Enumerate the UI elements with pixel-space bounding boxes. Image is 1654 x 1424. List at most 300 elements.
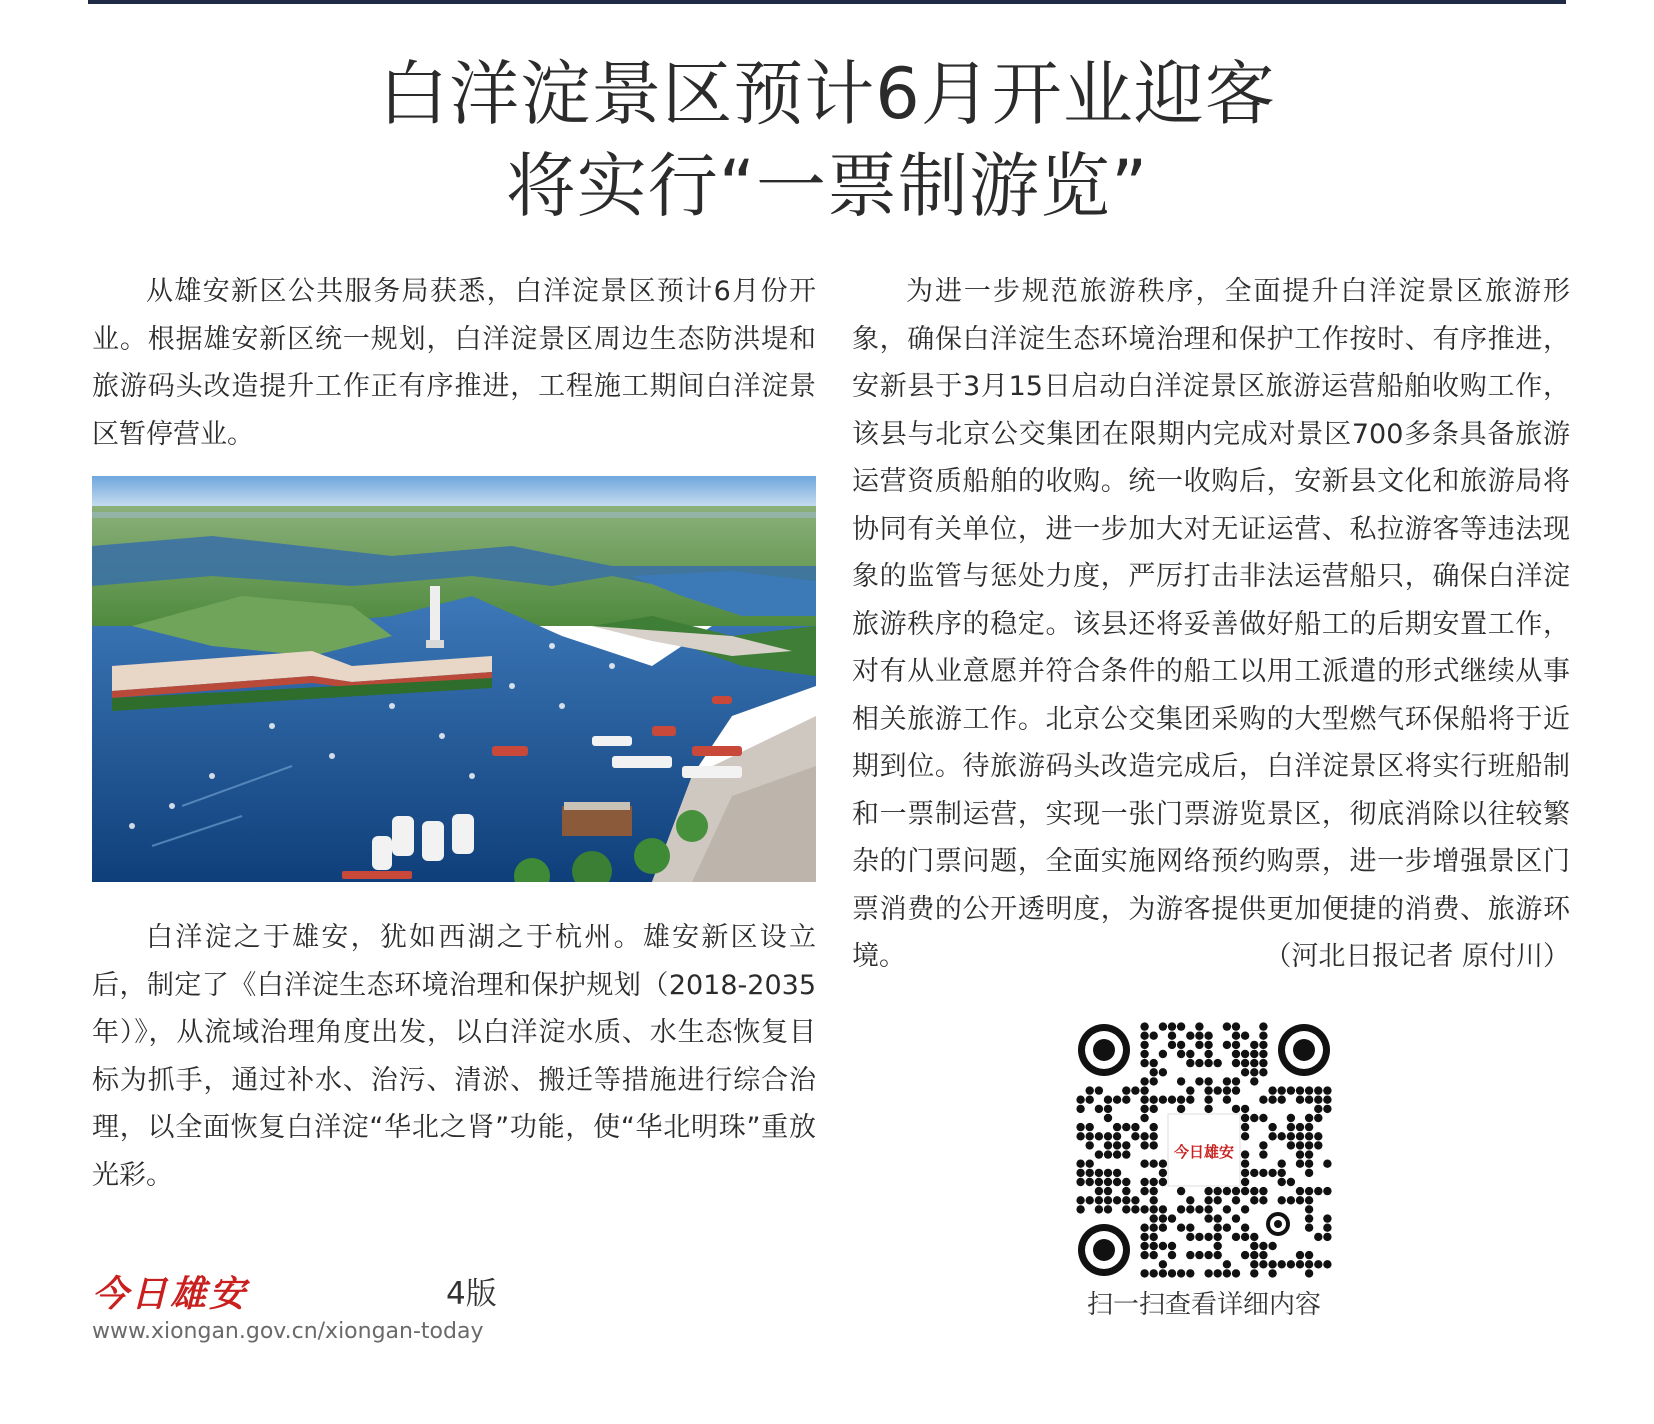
qr-module: [1086, 1141, 1094, 1149]
qr-module: [1168, 1096, 1176, 1104]
qr-module: [1268, 1169, 1276, 1177]
qr-module: [1305, 1251, 1313, 1259]
qr-module: [1223, 1224, 1231, 1232]
qr-module: [1186, 1059, 1194, 1067]
qr-module: [1305, 1169, 1313, 1177]
qr-module: [1305, 1269, 1313, 1277]
qr-module: [1150, 1032, 1158, 1040]
qr-module: [1131, 1086, 1139, 1094]
qr-module: [1095, 1196, 1103, 1204]
qr-module: [1241, 1114, 1249, 1122]
qr-module: [1113, 1141, 1121, 1149]
qr-module: [1278, 1132, 1286, 1140]
qr-module: [1287, 1132, 1295, 1140]
qr-module: [1076, 1123, 1084, 1131]
qr-module: [1140, 1233, 1148, 1241]
qr-module: [1204, 1251, 1212, 1259]
qr-module: [1232, 1050, 1240, 1058]
qr-module: [1104, 1178, 1112, 1186]
qr-module: [1186, 1196, 1194, 1204]
qr-module: [1241, 1251, 1249, 1259]
qr-module: [1076, 1096, 1084, 1104]
qr-module: [1259, 1032, 1267, 1040]
qr-module: [1259, 1022, 1267, 1030]
qr-module: [1259, 1150, 1267, 1158]
qr-module: [1287, 1178, 1295, 1186]
qr-module: [1259, 1260, 1267, 1268]
qr-module: [1241, 1050, 1249, 1058]
qr-module: [1268, 1096, 1276, 1104]
qr-module: [1250, 1251, 1258, 1259]
qr-module: [1214, 1214, 1222, 1222]
qr-module: [1323, 1224, 1331, 1232]
qr-finder-top-right: [1278, 1024, 1330, 1076]
qr-module: [1259, 1251, 1267, 1259]
qr-module: [1150, 1141, 1158, 1149]
qr-module: [1296, 1251, 1304, 1259]
qr-module: [1159, 1178, 1167, 1186]
qr-module: [1177, 1105, 1185, 1113]
qr-module: [1140, 1251, 1148, 1259]
qr-module: [1278, 1178, 1286, 1186]
qr-module: [1168, 1022, 1176, 1030]
edition-label: 4版: [446, 1276, 497, 1312]
qr-module: [1186, 1096, 1194, 1104]
qr-module: [1278, 1169, 1286, 1177]
qr-module: [1104, 1169, 1112, 1177]
qr-module: [1250, 1077, 1258, 1085]
qr-module: [1186, 1032, 1194, 1040]
qr-module: [1104, 1114, 1112, 1122]
qr-module: [1168, 1269, 1176, 1277]
qr-module: [1296, 1187, 1304, 1195]
qr-module: [1241, 1169, 1249, 1177]
qr-module: [1095, 1132, 1103, 1140]
qr-module: [1278, 1096, 1286, 1104]
article-left-top: [92, 268, 816, 458]
qr-module: [1223, 1187, 1231, 1195]
qr-module: [1076, 1169, 1084, 1177]
qr-module: [1113, 1178, 1121, 1186]
qr-module: [1287, 1086, 1295, 1094]
byline: （河北日报记者 原付川）: [1264, 941, 1570, 972]
qr-module: [1204, 1086, 1212, 1094]
qr-module: [1223, 1260, 1231, 1268]
qr-module: [1140, 1178, 1148, 1186]
qr-alignment: [1266, 1212, 1290, 1236]
qr-module: [1314, 1260, 1322, 1268]
qr-module: [1323, 1086, 1331, 1094]
qr-module: [1223, 1041, 1231, 1049]
qr-module: [1214, 1251, 1222, 1259]
qr-module: [1159, 1022, 1167, 1030]
qr-module: [1214, 1086, 1222, 1094]
qr-module: [1305, 1196, 1313, 1204]
qr-module: [1223, 1022, 1231, 1030]
qr-module: [1140, 1022, 1148, 1030]
qr-module: [1305, 1214, 1313, 1222]
article-paragraph-text: 为进一步规范旅游秩序，全面提升白洋淀景区旅游形象，确保白洋淀生态环境治理和保护工作按时、有序推进，安新县于3月15日启动白洋淀景区旅游运营船舶收购工作，该县与北京公交集团在限期内完成对景区700多条具备旅游运营资质船舶的收购。统一收购后，安新县文化和旅游局将协同有关单位，进一步加大对无证运营、私拉游客等违法现象的监管与惩处力度，严厉打击非法运营船只，确保白洋淀旅游秩序的稳定。该县还将妥善做好船工的后期安置工作，对有从业意愿并符合条件的船工以用工派遣的形式继续从事相关旅游工作。北京公交集团采购的大型燃气环保船将于近期到位。待旅游码头改造完成后，白洋淀景区将实行班船制和一票制运营，实现一张门票游览景区，彻底消除以往较繁杂的门票问题，全面实施网络预约购票，进一步增强景区门票消费的公开透明度，为游客提供更加便捷的消费、旅游环境。: [852, 276, 1570, 972]
qr-module: [1140, 1086, 1148, 1094]
qr-module: [1140, 1077, 1148, 1085]
qr-module: [1168, 1251, 1176, 1259]
qr-module: [1186, 1224, 1194, 1232]
qr-module: [1095, 1150, 1103, 1158]
qr-module: [1159, 1160, 1167, 1168]
qr-module: [1086, 1132, 1094, 1140]
headline-line-1: 白洋淀景区预计6月开业迎客: [378, 53, 1276, 135]
qr-module: [1204, 1041, 1212, 1049]
qr-module: [1305, 1224, 1313, 1232]
qr-module: [1150, 1187, 1158, 1195]
qr-module: [1250, 1059, 1258, 1067]
qr-module: [1241, 1178, 1249, 1186]
qr-module: [1259, 1041, 1267, 1049]
qr-module: [1104, 1096, 1112, 1104]
qr-module: [1131, 1205, 1139, 1213]
qr-module: [1232, 1214, 1240, 1222]
headline: [0, 48, 1654, 232]
qr-module: [1305, 1150, 1313, 1158]
qr-module: [1104, 1132, 1112, 1140]
qr-module: [1250, 1068, 1258, 1076]
qr-module: [1241, 1187, 1249, 1195]
qr-module: [1204, 1105, 1212, 1113]
qr-module: [1232, 1187, 1240, 1195]
qr-module: [1140, 1096, 1148, 1104]
qr-module: [1168, 1032, 1176, 1040]
qr-module: [1140, 1041, 1148, 1049]
qr-module: [1278, 1196, 1286, 1204]
qr-module: [1214, 1187, 1222, 1195]
qr-module: [1296, 1123, 1304, 1131]
qr-module: [1268, 1242, 1276, 1250]
qr-module: [1241, 1150, 1249, 1158]
qr-module: [1296, 1150, 1304, 1158]
qr-module: [1104, 1150, 1112, 1158]
qr-module: [1323, 1105, 1331, 1113]
qr-module: [1259, 1242, 1267, 1250]
qr-module: [1150, 1196, 1158, 1204]
qr-module: [1113, 1132, 1121, 1140]
qr-module: [1296, 1260, 1304, 1268]
qr-module: [1241, 1032, 1249, 1040]
qr-module: [1140, 1141, 1148, 1149]
qr-module: [1250, 1260, 1258, 1268]
qr-module: [1287, 1114, 1295, 1122]
qr-module: [1223, 1096, 1231, 1104]
qr-module: [1323, 1160, 1331, 1168]
qr-module: [1278, 1086, 1286, 1094]
article-paragraph: 白洋淀之于雄安，犹如西湖之于杭州。雄安新区设立后，制定了《白洋淀生态环境治理和保护规划（2018-2035年）》，从流域治理角度出发，以白洋淀水质、水生态恢复目标为抓手，通过补水、治污、清淤、搬迁等措施进行综合治理，以全面恢复白洋淀“华北之肾”功能，使“华北明珠”重放光彩。: [92, 922, 816, 1191]
qr-module: [1131, 1132, 1139, 1140]
qr-module: [1113, 1150, 1121, 1158]
qr-module: [1204, 1187, 1212, 1195]
qr-module: [1095, 1187, 1103, 1195]
qr-module: [1095, 1086, 1103, 1094]
qr-module: [1086, 1160, 1094, 1168]
qr-module: [1250, 1169, 1258, 1177]
qr-module: [1241, 1059, 1249, 1067]
qr-module: [1214, 1224, 1222, 1232]
qr-module: [1076, 1132, 1084, 1140]
qr-module: [1095, 1105, 1103, 1113]
qr-module: [1104, 1196, 1112, 1204]
qr-finder-top-left: [1078, 1024, 1130, 1076]
qr-module: [1140, 1105, 1148, 1113]
qr-module: [1241, 1160, 1249, 1168]
qr-module: [1159, 1269, 1167, 1277]
qr-module: [1259, 1059, 1267, 1067]
qr-module: [1250, 1187, 1258, 1195]
qr-module: [1195, 1022, 1203, 1030]
qr-module: [1204, 1077, 1212, 1085]
qr-finder-bottom-left: [1078, 1224, 1130, 1276]
article-right: [852, 268, 1570, 981]
qr-module: [1150, 1132, 1158, 1140]
qr-module: [1287, 1123, 1295, 1131]
qr-module: [1177, 1022, 1185, 1030]
qr-module: [1159, 1050, 1167, 1058]
qr-module: [1159, 1096, 1167, 1104]
qr-module: [1177, 1205, 1185, 1213]
qr-module: [1250, 1041, 1258, 1049]
qr-module: [1268, 1260, 1276, 1268]
article-left-bottom: [92, 914, 816, 1199]
qr-module: [1140, 1059, 1148, 1067]
qr-module: [1268, 1086, 1276, 1094]
qr-module: [1095, 1169, 1103, 1177]
qr-module: [1232, 1105, 1240, 1113]
qr-module: [1150, 1077, 1158, 1085]
qr-module: [1268, 1132, 1276, 1140]
qr-module: [1159, 1205, 1167, 1213]
qr-module: [1204, 1032, 1212, 1040]
qr-module: [1113, 1123, 1121, 1131]
qr-module: [1095, 1205, 1103, 1213]
qr-module: [1314, 1096, 1322, 1104]
qr-module: [1177, 1041, 1185, 1049]
qr-module: [1159, 1214, 1167, 1222]
qr-module: [1204, 1196, 1212, 1204]
qr-module: [1305, 1141, 1313, 1149]
qr-module: [1150, 1096, 1158, 1104]
qr-module: [1122, 1205, 1130, 1213]
qr-module: [1259, 1068, 1267, 1076]
qr-module: [1113, 1096, 1121, 1104]
qr-module: [1195, 1251, 1203, 1259]
qr-module: [1268, 1269, 1276, 1277]
qr-module: [1314, 1086, 1322, 1094]
qr-module: [1305, 1187, 1313, 1195]
qr-module: [1086, 1096, 1094, 1104]
qr-module: [1186, 1205, 1194, 1213]
qr-module: [1195, 1059, 1203, 1067]
qr-module: [1259, 1196, 1267, 1204]
qr-module: [1168, 1242, 1176, 1250]
qr-module: [1150, 1214, 1158, 1222]
qr-module: [1150, 1224, 1158, 1232]
qr-module: [1140, 1187, 1148, 1195]
qr-module: [1177, 1187, 1185, 1195]
qr-module: [1140, 1050, 1148, 1058]
qr-module: [1177, 1077, 1185, 1085]
qr-module: [1131, 1123, 1139, 1131]
qr-module: [1214, 1242, 1222, 1250]
qr-module: [1140, 1160, 1148, 1168]
qr-module: [1232, 1022, 1240, 1030]
qr-module: [1259, 1050, 1267, 1058]
headline-line-2: 将实行“一票制游览”: [505, 145, 1149, 227]
qr-module: [1076, 1160, 1084, 1168]
qr-module: [1259, 1096, 1267, 1104]
qr-module: [1204, 1205, 1212, 1213]
site-url[interactable]: www.xiongan.gov.cn/xiongan-today: [92, 1319, 484, 1344]
qr-module: [1204, 1050, 1212, 1058]
qr-module: [1122, 1150, 1130, 1158]
qr-module: [1323, 1214, 1331, 1222]
qr-module: [1113, 1196, 1121, 1204]
article-paragraph: 从雄安新区公共服务局获悉，白洋淀景区预计6月份开业。根据雄安新区统一规划，白洋淀景区周边生态防洪堤和旅游码头改造提升工作正有序推进，工程施工期间白洋淀景区暂停营业。: [92, 276, 816, 450]
qr-module: [1241, 1233, 1249, 1241]
qr-module: [1314, 1114, 1322, 1122]
qr-module: [1250, 1242, 1258, 1250]
qr-module: [1204, 1059, 1212, 1067]
qr-module: [1159, 1224, 1167, 1232]
qr-module: [1195, 1205, 1203, 1213]
qr-center-logo: 今日雄安: [1173, 1143, 1235, 1161]
qr-module: [1104, 1187, 1112, 1195]
qr-module: [1250, 1269, 1258, 1277]
qr-module: [1305, 1260, 1313, 1268]
article-paragraph: [852, 268, 1570, 981]
top-rule: [88, 0, 1566, 4]
qr-module: [1150, 1160, 1158, 1168]
qr-module: [1241, 1205, 1249, 1213]
qr-caption: 扫一扫查看详细内容: [1086, 1290, 1321, 1320]
qr-module: [1296, 1141, 1304, 1149]
qr-module: [1177, 1096, 1185, 1104]
qr-module: [1204, 1269, 1212, 1277]
qr-module: [1122, 1086, 1130, 1094]
qr-module: [1214, 1059, 1222, 1067]
qr-module: [1204, 1096, 1212, 1104]
qr-module: [1177, 1269, 1185, 1277]
qr-module: [1150, 1242, 1158, 1250]
qr-module: [1168, 1041, 1176, 1049]
qr-module: [1314, 1132, 1322, 1140]
qr-module: [1086, 1196, 1094, 1204]
qr-module: [1131, 1196, 1139, 1204]
qr-module: [1232, 1077, 1240, 1085]
qr-module: [1278, 1260, 1286, 1268]
qr-module: [1214, 1196, 1222, 1204]
qr-module: [1186, 1269, 1194, 1277]
qr-module: [1150, 1269, 1158, 1277]
qr-module: [1287, 1141, 1295, 1149]
qr-module: [1204, 1214, 1212, 1222]
baiyangdian-aerial-photo: [92, 476, 816, 882]
qr-module: [1076, 1196, 1084, 1204]
qr-module: [1223, 1269, 1231, 1277]
qr-module: [1076, 1178, 1084, 1186]
qr-module: [1250, 1050, 1258, 1058]
qr-module: [1323, 1187, 1331, 1195]
qr-module: [1204, 1233, 1212, 1241]
qr-module: [1177, 1224, 1185, 1232]
qr-module: [1287, 1260, 1295, 1268]
qr-module: [1259, 1187, 1267, 1195]
qr-module: [1296, 1086, 1304, 1094]
qr-module: [1305, 1096, 1313, 1104]
qr-module: [1296, 1196, 1304, 1204]
qr-module: [1177, 1050, 1185, 1058]
qr-module: [1150, 1105, 1158, 1113]
qr-module: [1086, 1178, 1094, 1186]
qr-module: [1122, 1178, 1130, 1186]
qr-module: [1232, 1059, 1240, 1067]
qr-module: [1076, 1105, 1084, 1113]
qr-module: [1159, 1169, 1167, 1177]
qr-module: [1150, 1178, 1158, 1186]
qr-module: [1259, 1114, 1267, 1122]
qr-module: [1140, 1269, 1148, 1277]
qr-module: [1195, 1077, 1203, 1085]
qr-module: [1140, 1242, 1148, 1250]
qr-module: [1186, 1233, 1194, 1241]
qr-module: [1104, 1105, 1112, 1113]
qr-module: [1140, 1224, 1148, 1232]
qr-module: [1140, 1205, 1148, 1213]
qr-module: [1223, 1077, 1231, 1085]
qr-module: [1195, 1032, 1203, 1040]
qr-module: [1223, 1205, 1231, 1213]
qr-module: [1232, 1196, 1240, 1204]
qr-module: [1250, 1114, 1258, 1122]
qr-module: [1122, 1196, 1130, 1204]
qr-module: [1323, 1096, 1331, 1104]
qr-module: [1140, 1032, 1148, 1040]
qr-code-graphic: [1076, 1022, 1332, 1278]
qr-module: [1268, 1123, 1276, 1131]
qr-module: [1150, 1059, 1158, 1067]
qr-module: [1140, 1132, 1148, 1140]
qr-module: [1259, 1141, 1267, 1149]
qr-module: [1305, 1132, 1313, 1140]
qr-module: [1159, 1242, 1167, 1250]
qr-module: [1287, 1196, 1295, 1204]
qr-module: [1241, 1123, 1249, 1131]
qr-module: [1314, 1233, 1322, 1241]
qr-module: [1305, 1160, 1313, 1168]
qr-module: [1122, 1187, 1130, 1195]
qr-code[interactable]: [1076, 1022, 1332, 1278]
qr-module: [1150, 1123, 1158, 1131]
qr-module: [1241, 1224, 1249, 1232]
qr-module: [1232, 1032, 1240, 1040]
qr-module: [1223, 1086, 1231, 1094]
qr-module: [1259, 1169, 1267, 1177]
qr-module: [1214, 1233, 1222, 1241]
qr-module: [1150, 1233, 1158, 1241]
qr-module: [1122, 1096, 1130, 1104]
qr-module: [1104, 1205, 1112, 1213]
qr-module: [1159, 1260, 1167, 1268]
qr-module: [1195, 1233, 1203, 1241]
qr-module: [1296, 1096, 1304, 1104]
qr-module: [1241, 1132, 1249, 1140]
qr-module: [1186, 1086, 1194, 1094]
